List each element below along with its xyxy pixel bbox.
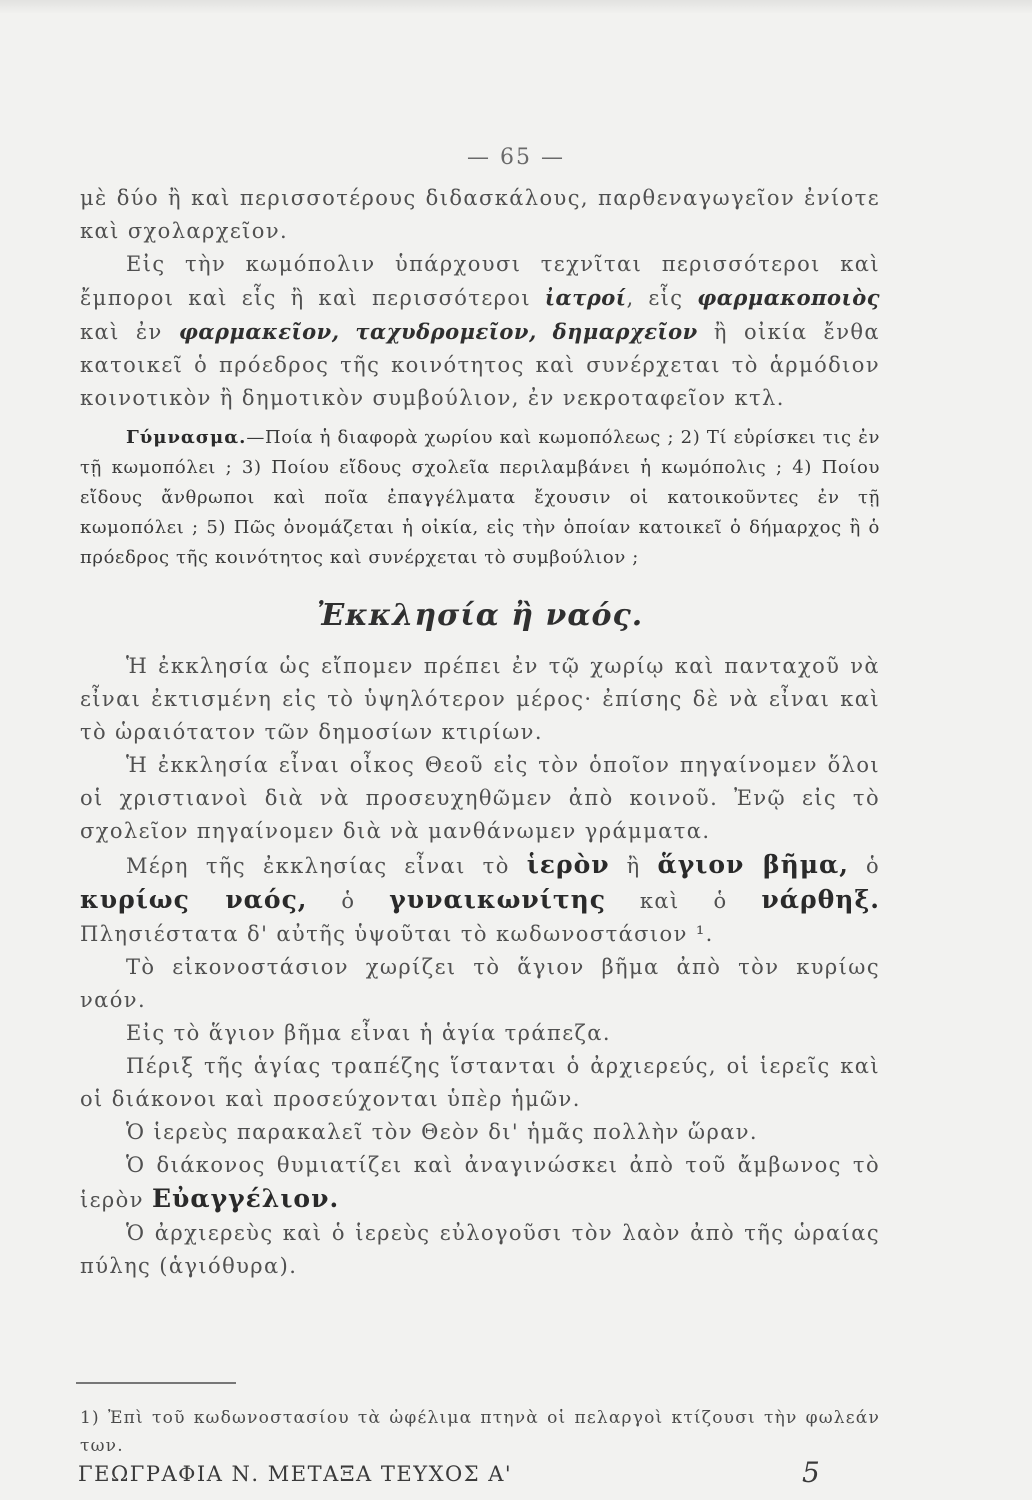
term-ieron: ἱερὸν	[526, 850, 610, 879]
section-paragraph-8	[80, 1149, 880, 1217]
term-gynaikonitis: γυναικωνίτης	[389, 885, 607, 914]
exercises-paragraph	[80, 423, 880, 573]
section-paragraph-9: Ὁ ἀρχιερεὺς καὶ ὁ ἱερεὺς εὐλογοῦσι τὸν λαὸν ἀπὸ τῆς ὡραίας πύλης (ἁγιόθυρα).	[80, 1221, 880, 1278]
page-top-edge	[0, 0, 1032, 14]
section-paragraph-2: Ἡ ἐκκλησία εἶναι οἶκος Θεοῦ εἰς τὸν ὁποῖον πηγαίνομεν ὅλοι οἱ χριστιανοὶ διὰ νὰ προσευχηθῶμεν ἀπὸ κοινοῦ. Ἐνῷ εἰς τὸ σχολεῖον πηγαίνομεν διὰ νὰ μανθάνωμεν γράμματα.	[80, 753, 880, 843]
term-farmakeion: φαρμακεῖον, ταχυδρομεῖον, δημαρχεῖον	[178, 319, 698, 344]
intro-paragraph-2	[80, 248, 880, 415]
term-iatroi: ἰατροί	[544, 285, 627, 310]
signature-mark: 5	[802, 1456, 820, 1489]
intro-paragraph-1: μὲ δύο ἢ καὶ περισσοτέρους διδασκάλους, παρθεναγωγεῖον ἐνίοτε καὶ σχολαρχεῖον.	[80, 186, 880, 243]
exercises-text: —Ποία ἡ διαφορὰ χωρίου καὶ κωμοπόλεως ; 2) Τί εὑρίσκει τις ἐν τῇ κωμοπόλει ; 3) Ποίου εἴδους σχολεῖα περιλαμβάνει ἡ κωμόπολις ; 4) Ποίου εἴδους ἄνθρωποι καὶ ποῖα ἐπαγγέλματα ἔχουσιν οἱ κατοικοῦντες ἐν τῇ κωμοπόλει ; 5) Πῶς ὀνομάζεται ἡ οἰκία, εἰς τὴν ὁποίαν κατοικεῖ ὁ δήμαρχος ἢ ὁ πρόεδρος τῆς κοινότητος καὶ συνέρχεται τὸ συμβούλιον ;	[80, 427, 880, 568]
section-paragraph-4: Τὸ εἰκονοστάσιον χωρίζει τὸ ἅγιον βῆμα ἀπὸ τὸν κυρίως ναόν.	[80, 955, 880, 1012]
text-run: Εἰς τὴν κωμόπολιν ὑπάρχουσι τεχνῖται περισσότεροι καὶ ἔμποροι καὶ εἷς ἢ καὶ περισσότεροι	[80, 252, 880, 310]
text-run: καὶ ἐν	[80, 320, 179, 344]
page-number: — 65 —	[467, 145, 565, 170]
text-run: Ὁ διάκονος θυμιατίζει καὶ ἀναγινώσκει ἀπὸ τοῦ ἄμβωνος τὸ ἱερὸν	[80, 1153, 880, 1212]
footnote: 1) Ἐπὶ τοῦ κωδωνοστασίου τὰ ὠφέλιμα πτηνὰ οἱ πελαργοὶ κτίζουσι τὴν φωλεάν των.	[80, 1408, 880, 1456]
footer-title: ΓΕΩΓΡΑΦΙΑ Ν. ΜΕΤΑΞΑ ΤΕΥΧΟΣ Α'	[78, 1462, 513, 1486]
section-paragraph-6: Πέριξ τῆς ἁγίας τραπέζης ἵστανται ὁ ἀρχιερεύς, οἱ ἱερεῖς καὶ οἱ διάκονοι καὶ προσεύχονται ὑπὲρ ἡμῶν.	[80, 1054, 880, 1111]
text-run: Μέρη τῆς ἐκκλησίας εἶναι τὸ	[126, 854, 527, 878]
section-paragraph-5: Εἰς τὸ ἅγιον βῆμα εἶναι ἡ ἁγία τράπεζα.	[126, 1021, 611, 1045]
text-run: , εἷς	[626, 286, 698, 310]
page-body	[80, 182, 880, 1283]
term-evangelion: Εὐαγγέλιον.	[151, 1184, 340, 1213]
text-run: ἢ οἰκία ἔνθα κατοικεῖ ὁ πρόεδρος τῆς κοινότητος καὶ συνέρχεται τὸ ἁρμόδιον κοινοτικὸν ἢ δημοτικὸν συμβούλιον, ἐν νεκροταφεῖον κτλ.	[80, 320, 880, 410]
term-agion-vima: ἅγιον βῆμα,	[657, 850, 850, 879]
text-run: ἢ	[609, 854, 658, 878]
section-paragraph-3	[80, 848, 880, 951]
term-farmakopoios: φαρμακοποιὸς	[697, 285, 880, 310]
term-kyrios-naos: κυρίως ναός,	[80, 885, 308, 914]
text-run: ὁ	[307, 889, 390, 913]
text-run: καὶ ὁ	[606, 889, 762, 913]
section-title: Ἐκκλησία ἢ ναός.	[316, 598, 644, 633]
text-run: ὁ	[849, 854, 881, 878]
section-paragraph-7: Ὁ ἱερεὺς παρακαλεῖ τὸν Θεὸν δι' ἡμᾶς πολλὴν ὥραν.	[126, 1120, 759, 1144]
exercises-label: Γύμνασμα.	[126, 427, 247, 448]
section-paragraph-1: Ἡ ἐκκλησία ὡς εἴπομεν πρέπει ἐν τῷ χωρίῳ καὶ πανταχοῦ νὰ εἶναι ἐκτισμένη εἰς τὸ ὑψηλότερον μέρος· ἐπίσης δὲ νὰ εἶναι καὶ τὸ ὡραιότατον τῶν δημοσίων κτιρίων.	[80, 654, 880, 744]
term-narthix: νάρθηξ.	[761, 885, 880, 914]
text-run: Πλησιέστατα δ' αὐτῆς ὑψοῦται τὸ κωδωνοστάσιον ¹.	[80, 922, 714, 946]
footnote-divider	[76, 1382, 236, 1384]
